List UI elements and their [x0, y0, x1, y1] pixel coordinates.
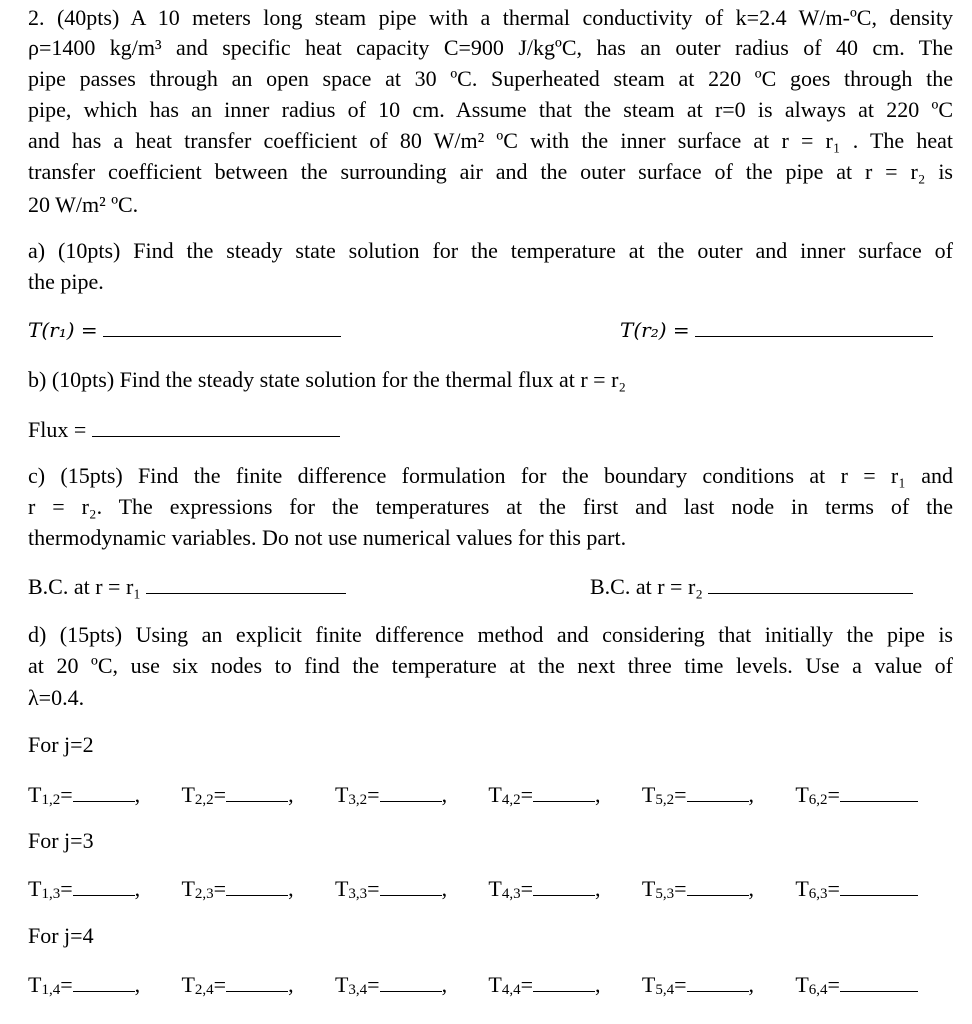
- var-symbol: T: [488, 876, 502, 901]
- bc1-label: B.C. at r = r₁: [28, 574, 141, 599]
- equals: =: [367, 972, 380, 997]
- separator: ,: [441, 782, 448, 807]
- answer-blank[interactable]: [533, 877, 595, 896]
- equals: =: [827, 876, 840, 901]
- node-index: 5,2: [655, 792, 675, 808]
- answer-blank[interactable]: [380, 877, 442, 896]
- answer-blank[interactable]: [226, 877, 288, 896]
- temperature-answer[interactable]: [488, 874, 600, 909]
- var-symbol: T: [28, 782, 42, 807]
- problem-line: pipe passes through an open space at 30 ºC. Superheated steam at 220 ºC goes through the: [28, 66, 953, 91]
- answer-blank[interactable]: [533, 973, 595, 992]
- t-r2-answer[interactable]: [620, 315, 933, 345]
- answer-blank[interactable]: [73, 783, 135, 802]
- flux-answer[interactable]: [28, 415, 340, 445]
- separator: ,: [748, 782, 754, 807]
- part-c-line: c) (15pts) Find the finite difference formulation for the boundary conditions at r = r₁ and: [28, 463, 953, 488]
- answer-blank[interactable]: [695, 318, 933, 337]
- t-r2-label: T(r₂) =: [620, 318, 690, 342]
- answer-blank[interactable]: [92, 418, 340, 437]
- answer-blank[interactable]: [840, 877, 918, 896]
- separator: ,: [288, 782, 294, 807]
- temperature-answer[interactable]: [642, 780, 754, 815]
- node-index: 3,2: [348, 792, 368, 808]
- part-c-line: thermodynamic variables. Do not use numerical values for this part.: [28, 525, 627, 550]
- answer-blank[interactable]: [73, 877, 135, 896]
- equals: =: [674, 876, 687, 901]
- part-d-line: λ=0.4.: [28, 685, 85, 710]
- equals: =: [213, 876, 227, 901]
- separator: ,: [288, 972, 294, 997]
- part-c-line: r = r₂. The expressions for the temperatures at the first and last node in terms of the: [28, 494, 953, 519]
- temperature-answer[interactable]: [181, 780, 293, 815]
- separator: ,: [748, 972, 754, 997]
- var-symbol: T: [641, 876, 656, 901]
- temperature-answer[interactable]: [488, 780, 600, 815]
- temperature-row: [28, 780, 918, 815]
- var-symbol: T: [334, 972, 349, 997]
- answer-blank[interactable]: [226, 973, 288, 992]
- var-symbol: T: [795, 972, 809, 997]
- temperature-row: [28, 970, 918, 1005]
- var-symbol: T: [795, 782, 809, 807]
- separator: ,: [748, 876, 754, 901]
- var-symbol: T: [641, 782, 656, 807]
- temperature-answer[interactable]: [28, 780, 140, 815]
- problem-line: pipe, which has an inner radius of 10 cm. Assume that the steam at r=0 is always at 220 ºC: [28, 97, 953, 122]
- part-a-line: a) (10pts) Find the steady state solution for the temperature at the outer and inner surface of: [28, 238, 953, 263]
- temperature-answer[interactable]: [28, 970, 140, 1005]
- var-symbol: T: [181, 782, 195, 807]
- problem-line: ρ=1400 kg/m³ and specific heat capacity C=900 J/kgºC, has an outer radius of 40 cm. The: [28, 35, 953, 60]
- node-index: 6,2: [808, 792, 828, 808]
- node-index: 1,2: [41, 792, 61, 808]
- separator: ,: [595, 972, 601, 997]
- temperature-answer[interactable]: [488, 970, 600, 1005]
- temperature-answer[interactable]: [642, 970, 754, 1005]
- temperature-answer[interactable]: [181, 874, 293, 909]
- answer-blank[interactable]: [687, 877, 749, 896]
- var-symbol: T: [181, 876, 195, 901]
- part-b-line: b) (10pts) Find the steady state solution for the thermal flux at r = r₂: [28, 367, 627, 392]
- temperature-answer[interactable]: [335, 780, 447, 815]
- equals: =: [674, 782, 687, 807]
- equals: =: [827, 972, 840, 997]
- bc2-answer[interactable]: [590, 572, 913, 602]
- node-index: 5,3: [655, 886, 675, 902]
- node-index: 2,2: [194, 792, 214, 808]
- time-level-label: For j=2: [28, 732, 94, 757]
- node-index: 2,4: [194, 982, 214, 998]
- time-level-label: For j=3: [28, 828, 94, 853]
- node-index: 3,3: [348, 886, 368, 902]
- separator: ,: [595, 876, 601, 901]
- problem-line: 20 W/m² ºC.: [28, 192, 139, 217]
- separator: ,: [288, 876, 294, 901]
- answer-blank[interactable]: [687, 973, 749, 992]
- temperature-answer[interactable]: [28, 874, 140, 909]
- separator: ,: [134, 972, 141, 997]
- time-level-label: For j=4: [28, 923, 94, 948]
- var-symbol: T: [488, 972, 502, 997]
- temperature-answer[interactable]: [795, 780, 918, 815]
- separator: ,: [441, 876, 448, 901]
- answer-blank[interactable]: [146, 575, 346, 594]
- var-symbol: T: [795, 876, 809, 901]
- part-a-line: the pipe.: [28, 269, 104, 294]
- node-index: 3,4: [348, 982, 368, 998]
- var-symbol: T: [334, 876, 349, 901]
- equals: =: [60, 972, 73, 997]
- answer-blank[interactable]: [380, 783, 442, 802]
- equals: =: [60, 876, 73, 901]
- var-symbol: T: [181, 972, 195, 997]
- node-index: 1,3: [41, 886, 61, 902]
- problem-line: transfer coefficient between the surrounding air and the outer surface of the pipe at r = r₂ is: [28, 159, 953, 184]
- node-index: 4,2: [501, 792, 521, 808]
- equals: =: [367, 782, 380, 807]
- bc1-answer[interactable]: [28, 572, 346, 602]
- equals: =: [520, 782, 534, 807]
- var-symbol: T: [28, 972, 42, 997]
- equals: =: [827, 782, 840, 807]
- answer-blank[interactable]: [708, 575, 913, 594]
- answer-blank[interactable]: [840, 783, 918, 802]
- var-symbol: T: [488, 782, 502, 807]
- node-index: 5,4: [655, 982, 675, 998]
- node-index: 1,4: [41, 982, 61, 998]
- answer-blank[interactable]: [73, 973, 135, 992]
- equals: =: [213, 972, 227, 997]
- part-d-line: at 20 ºC, use six nodes to find the temperature at the next three time levels. Use a value of: [28, 653, 953, 678]
- equals: =: [520, 972, 534, 997]
- var-symbol: T: [641, 972, 656, 997]
- var-symbol: T: [334, 782, 349, 807]
- separator: ,: [134, 876, 141, 901]
- equals: =: [520, 876, 534, 901]
- separator: ,: [595, 782, 601, 807]
- temperature-answer[interactable]: [795, 874, 918, 909]
- var-symbol: T: [28, 876, 42, 901]
- temperature-answer[interactable]: [795, 970, 918, 1005]
- temperature-row: [28, 874, 918, 909]
- bc2-label: B.C. at r = r₂: [590, 574, 703, 599]
- flux-label: Flux =: [28, 417, 87, 442]
- answer-blank[interactable]: [687, 783, 749, 802]
- answer-blank[interactable]: [380, 973, 442, 992]
- separator: ,: [441, 972, 448, 997]
- temperature-answer[interactable]: [335, 970, 447, 1005]
- answer-blank[interactable]: [226, 783, 288, 802]
- equals: =: [367, 876, 380, 901]
- node-index: 4,4: [501, 982, 521, 998]
- equals: =: [213, 782, 227, 807]
- temperature-answer[interactable]: [642, 874, 754, 909]
- equals: =: [60, 782, 73, 807]
- answer-blank[interactable]: [103, 318, 341, 337]
- node-index: 6,4: [808, 982, 828, 998]
- part-d-line: d) (15pts) Using an explicit finite difference method and considering that initially the pipe is: [28, 622, 953, 647]
- separator: ,: [134, 782, 141, 807]
- problem-line: and has a heat transfer coefficient of 80 W/m² ºC with the inner surface at r = r₁ . The heat: [28, 128, 953, 153]
- temperature-answer[interactable]: [181, 970, 293, 1005]
- node-index: 6,3: [808, 886, 828, 902]
- temperature-answer[interactable]: [335, 874, 447, 909]
- node-index: 4,3: [501, 886, 521, 902]
- answer-blank[interactable]: [840, 973, 918, 992]
- answer-blank[interactable]: [533, 783, 595, 802]
- t-r1-answer[interactable]: [28, 315, 341, 345]
- t-r1-label: T(r₁) =: [28, 318, 98, 342]
- equals: =: [674, 972, 687, 997]
- problem-line: 2. (40pts) A 10 meters long steam pipe with a thermal conductivity of k=2.4 W/m-ºC, density: [28, 5, 953, 30]
- node-index: 2,3: [194, 886, 214, 902]
